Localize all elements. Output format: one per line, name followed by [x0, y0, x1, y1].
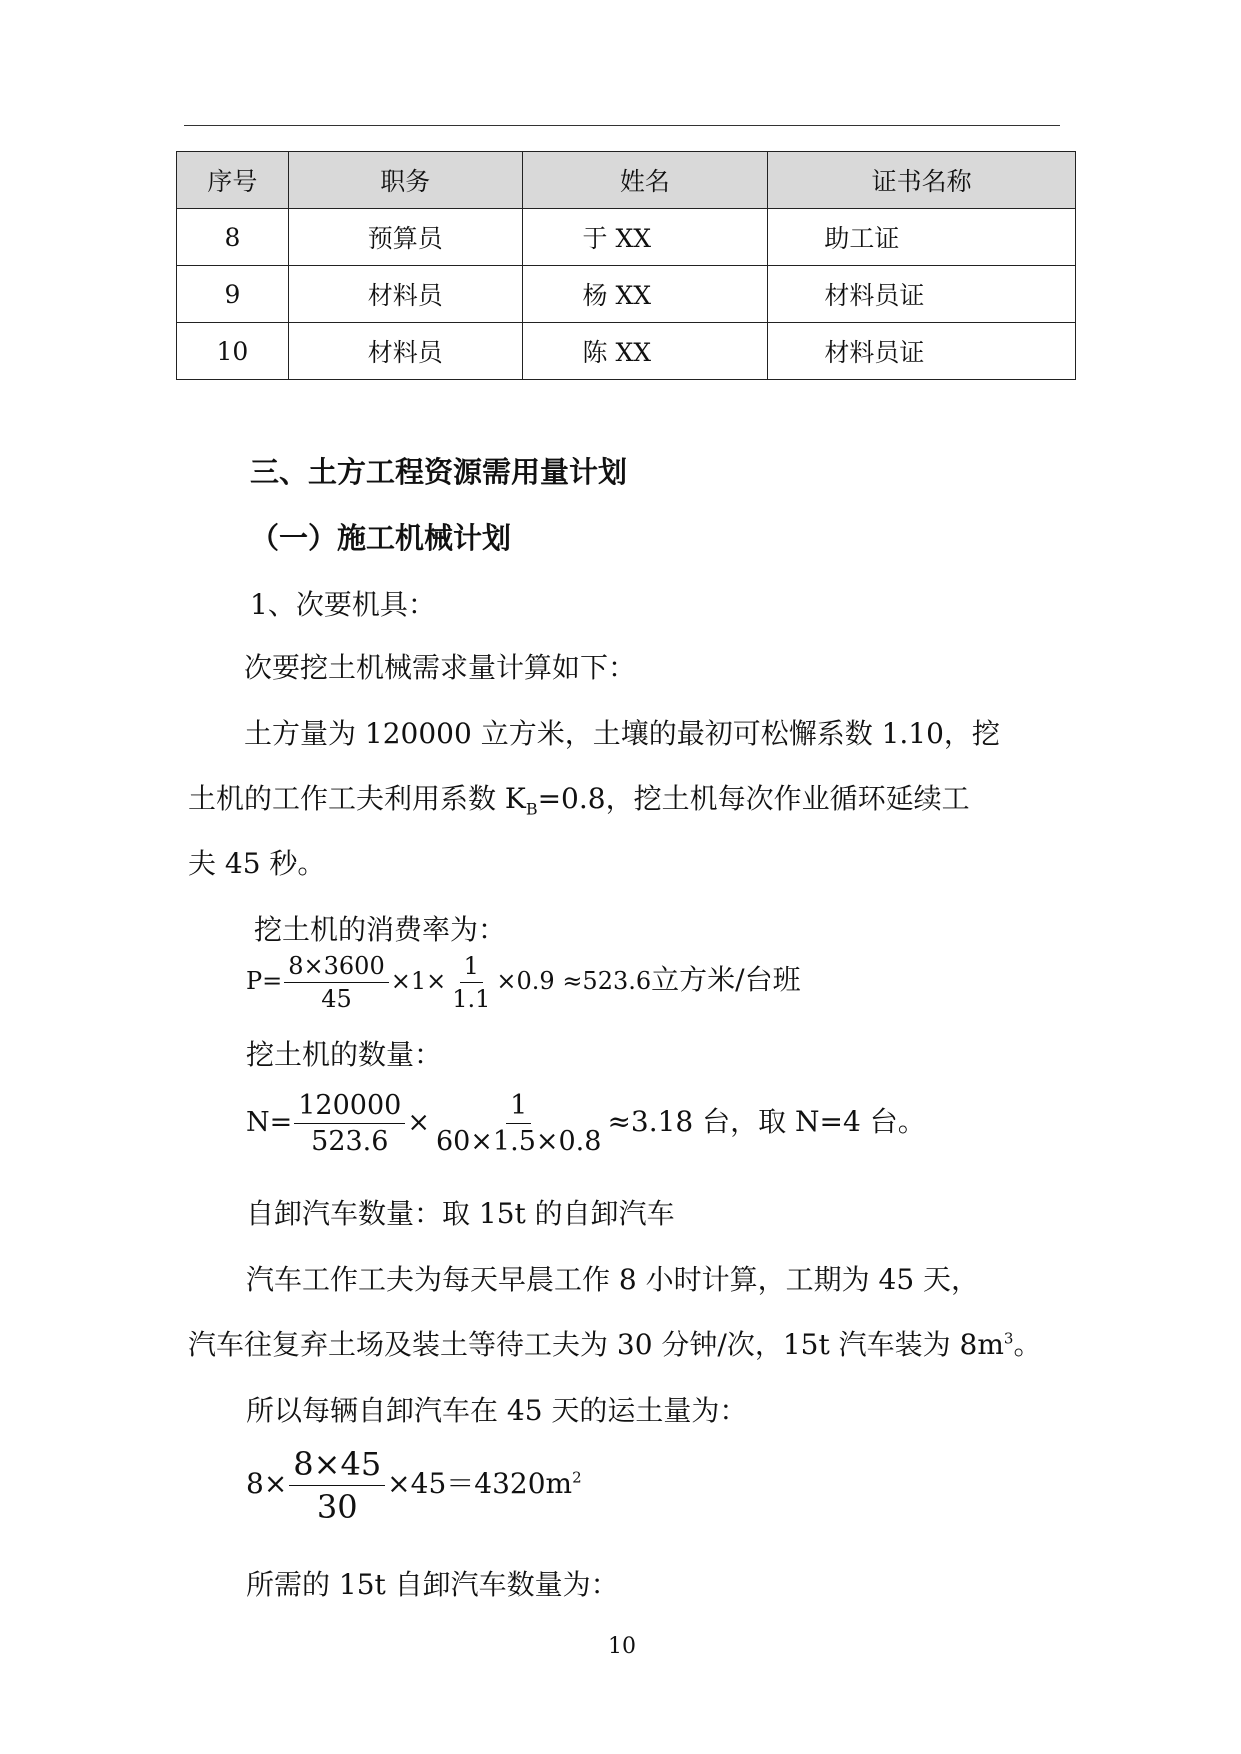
- formula-lhs: 8×: [246, 1467, 288, 1500]
- fraction: [284, 952, 388, 1013]
- section-heading: 三、土方工程资源需用量计划: [250, 455, 628, 489]
- fraction-denominator: 60×1.5×0.8: [435, 1126, 602, 1157]
- fraction-denominator: 523.6: [311, 1126, 389, 1157]
- fraction: [448, 952, 494, 1013]
- formula-text: ×1×: [390, 967, 447, 995]
- formula-text: ≈3.18 台，取 N=4 台。: [607, 1105, 926, 1138]
- paragraph-line: [188, 777, 970, 819]
- formula-text: ×0.9 ≈523.6: [496, 967, 652, 995]
- formula-productivity: [246, 952, 801, 1013]
- cell-position: 材料员: [288, 266, 522, 323]
- header-cell-certificate: 证书名称: [768, 152, 1076, 209]
- cell-name: 于 XX: [522, 209, 768, 266]
- fraction: [289, 1445, 385, 1526]
- cell-position: 预算员: [288, 209, 522, 266]
- formula-transport: [246, 1445, 582, 1526]
- item-heading: 1、次要机具：: [250, 588, 436, 621]
- cell-certificate: 材料员证: [768, 323, 1076, 380]
- superscript: 3: [1003, 1329, 1014, 1348]
- formula-text: ×45＝4320m: [387, 1467, 573, 1500]
- formula-lhs: N=: [246, 1107, 293, 1138]
- table-row: [177, 266, 1076, 323]
- paragraph-line: 自卸汽车数量：取 15t 的自卸汽车: [246, 1197, 675, 1230]
- paragraph-line: 汽车工作工夫为每天早晨工作 8 小时计算，工期为 45 天，: [246, 1263, 980, 1296]
- cell-position: 材料员: [288, 323, 522, 380]
- subscript: B: [525, 799, 538, 819]
- cell-index: 9: [177, 266, 289, 323]
- sub-heading: （一）施工机械计划: [250, 521, 512, 555]
- staff-table: [176, 151, 1076, 380]
- fraction-denominator: 30: [316, 1488, 358, 1526]
- paragraph-line: 挖土机的消费率为：: [254, 913, 507, 946]
- table-header-row: [177, 152, 1076, 209]
- text-segment: 土机的工作工夫利用系数 K: [188, 782, 526, 815]
- superscript: 2: [572, 1468, 582, 1487]
- paragraph-intro: 次要挖土机械需求量计算如下：: [244, 651, 637, 684]
- paragraph-line: 所需的 15t 自卸汽车数量为：: [246, 1568, 619, 1601]
- paragraph-line: 所以每辆自卸汽车在 45 天的运土量为：: [246, 1394, 748, 1427]
- cell-index: 10: [177, 323, 289, 380]
- fraction-numerator: 8×45: [289, 1445, 385, 1486]
- text-segment: 。: [1013, 1328, 1042, 1361]
- fraction-numerator: 120000: [294, 1090, 405, 1124]
- fraction-denominator: 1.1: [452, 985, 491, 1013]
- fraction-numerator: 1: [460, 952, 483, 983]
- fraction-denominator: 45: [321, 985, 352, 1013]
- header-cell-name: 姓名: [522, 152, 768, 209]
- paragraph-line: [188, 1323, 1041, 1363]
- fraction: [294, 1090, 405, 1157]
- formula-text: ×: [407, 1107, 430, 1138]
- paragraph-line: 夫 45 秒。: [188, 847, 326, 880]
- paragraph-line: 土方量为 120000 立方米，土壤的最初可松懈系数 1.10，挖: [244, 717, 1000, 750]
- text-segment: 汽车往复弃土场及装土等待工夫为 30 分钟/次，15t 汽车装为 8m: [188, 1328, 1004, 1361]
- formula-unit: 立方米/台班: [651, 963, 801, 996]
- header-cell-index: 序号: [177, 152, 289, 209]
- text-segment: =0.8，挖土机每次作业循环延续工: [537, 782, 970, 815]
- header-cell-position: 职务: [288, 152, 522, 209]
- cell-name: 杨 XX: [522, 266, 768, 323]
- fraction-numerator: 1: [506, 1090, 531, 1124]
- cell-name: 陈 XX: [522, 323, 768, 380]
- cell-certificate: 助工证: [768, 209, 1076, 266]
- formula-lhs: P=: [246, 967, 283, 995]
- cell-index: 8: [177, 209, 289, 266]
- header-rule: [184, 125, 1060, 126]
- formula-count: [246, 1090, 926, 1157]
- fraction: [432, 1090, 605, 1157]
- page-number: 10: [608, 1634, 636, 1659]
- table-row: [177, 323, 1076, 380]
- paragraph-line: 挖土机的数量：: [246, 1038, 443, 1071]
- fraction-numerator: 8×3600: [284, 952, 388, 983]
- cell-certificate: 材料员证: [768, 266, 1076, 323]
- table-row: [177, 209, 1076, 266]
